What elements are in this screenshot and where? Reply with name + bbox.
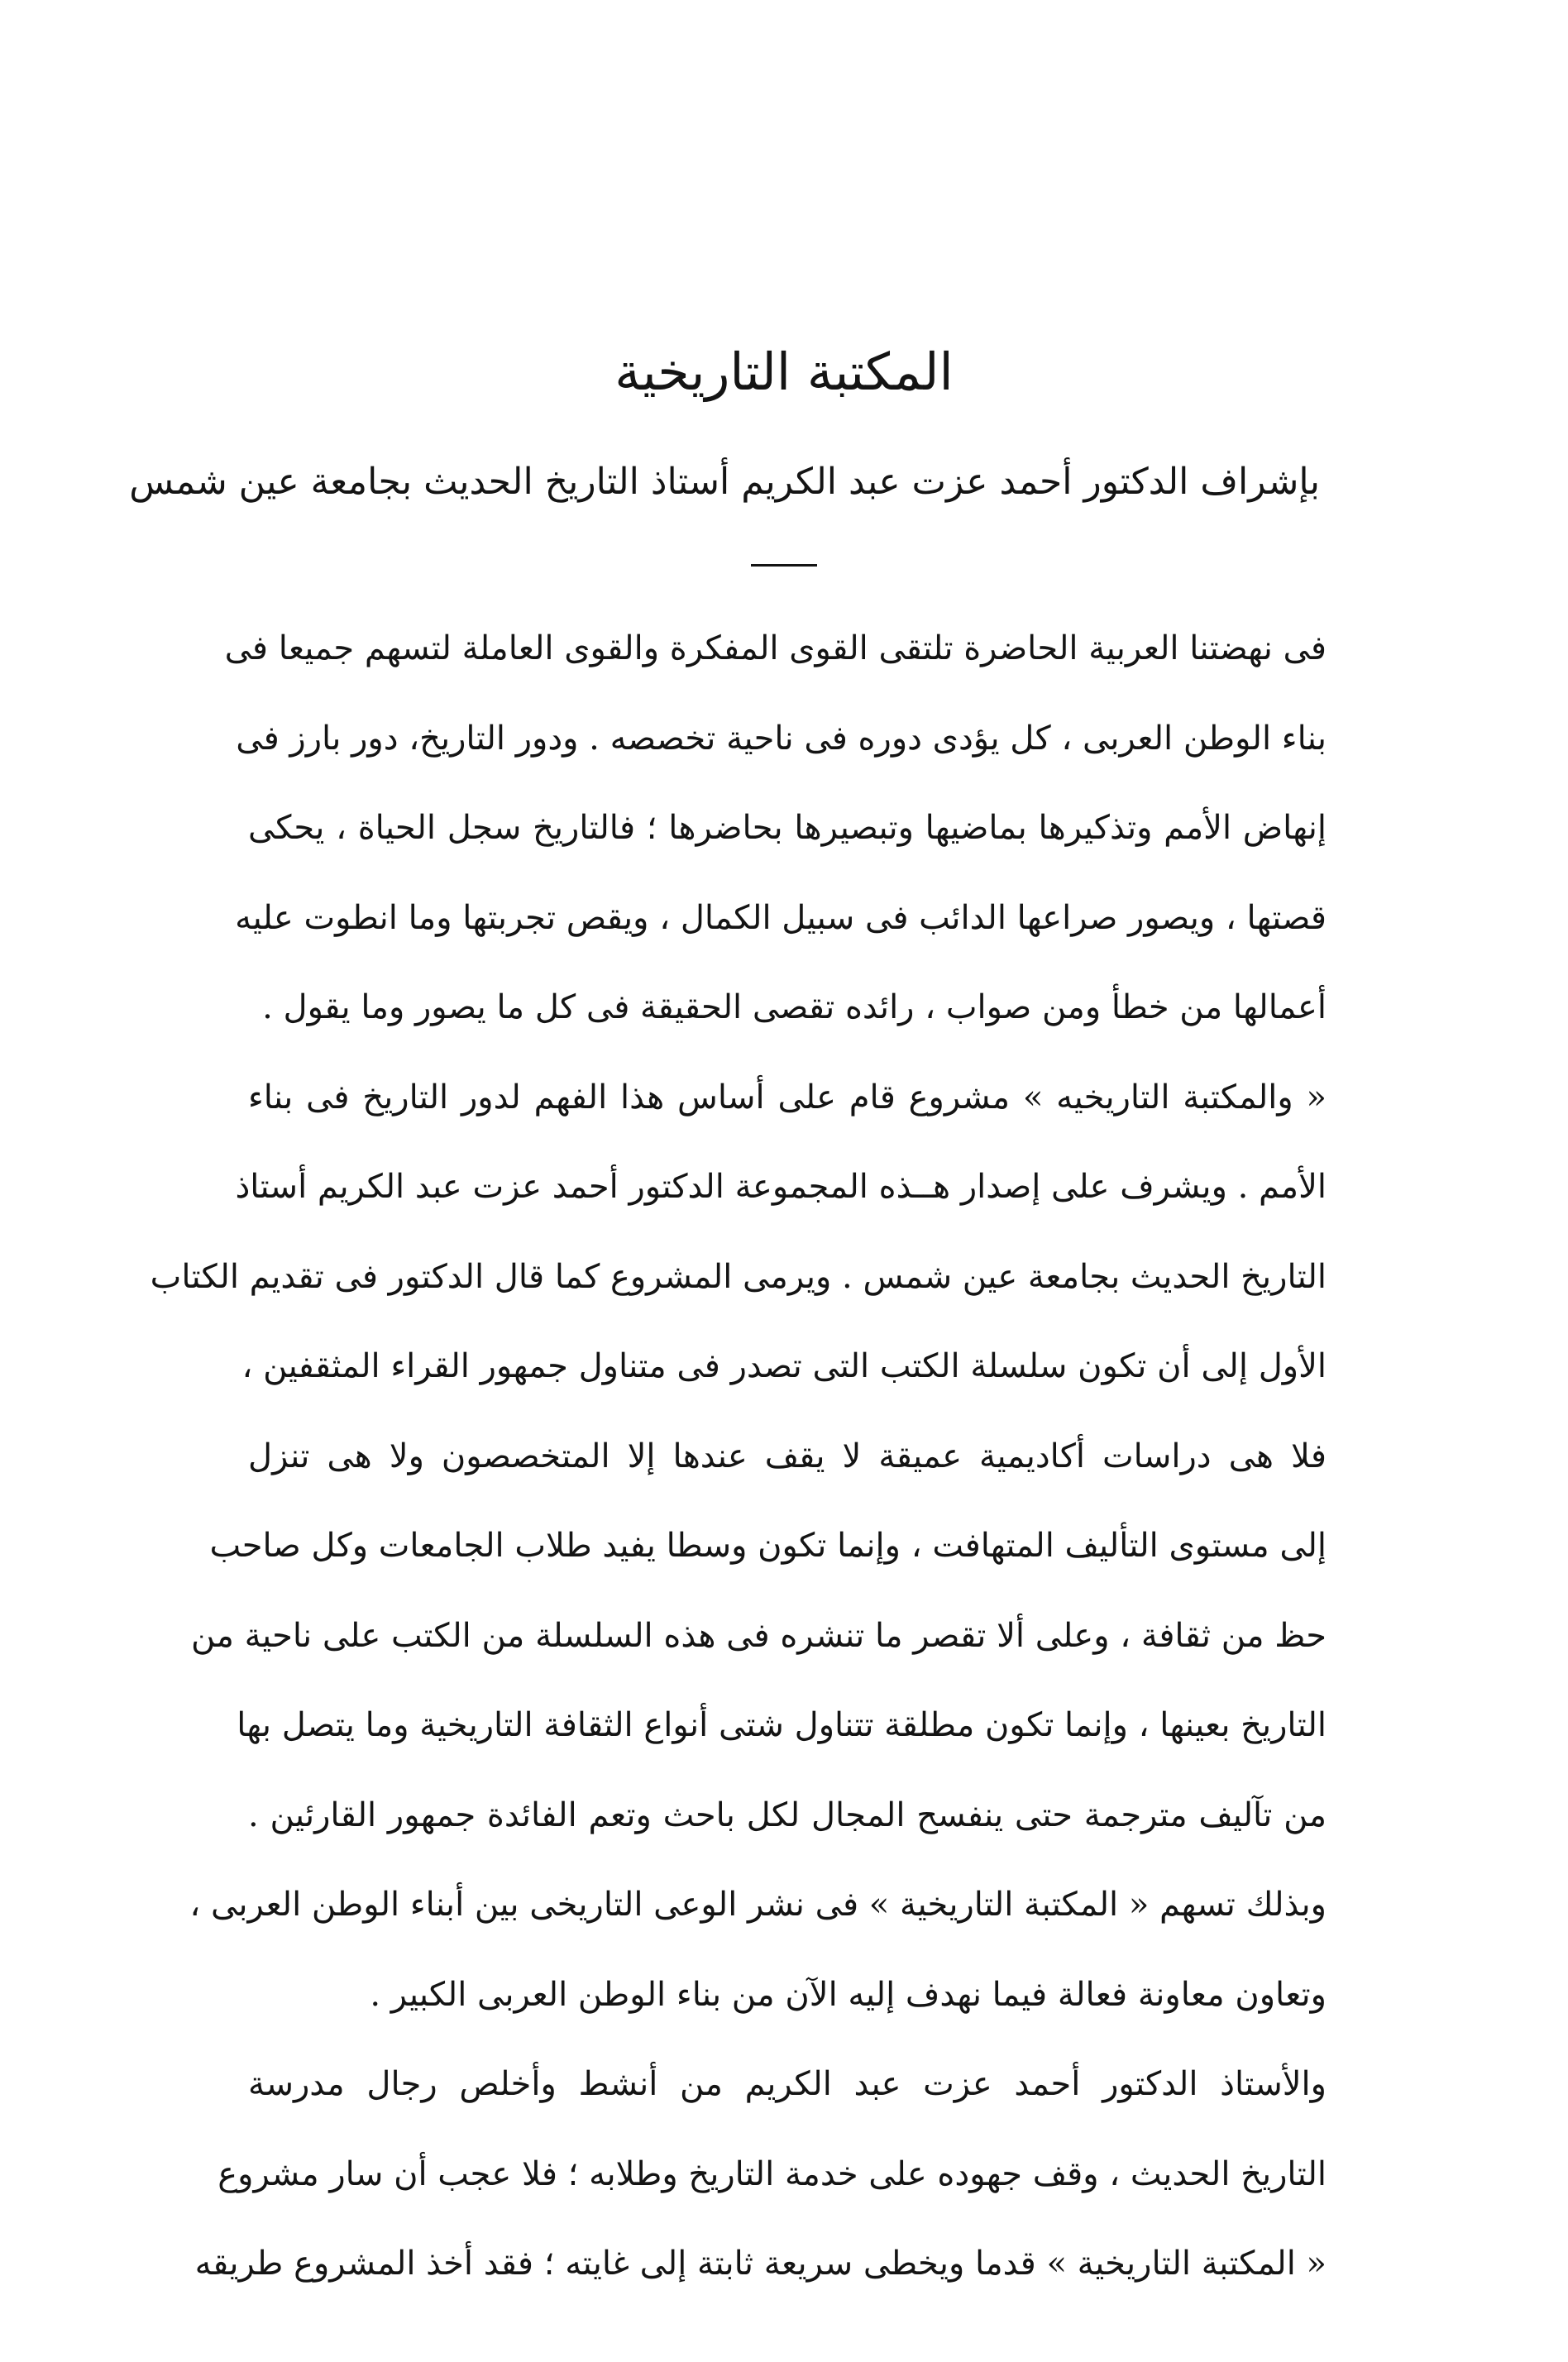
- text-line: الأمم . ويشرف على إصدار هــذه المجموعة الدكتور أحمد عزت عبد الكريم أستاذ: [235, 1168, 1327, 1206]
- text-line: التاريخ بعينها ، وإنما تكون مطلقة تتناول شتى أنواع الثقافة التاريخية وما يتصل بها: [237, 1706, 1327, 1744]
- series-title: المكتبة التاريخية: [614, 342, 954, 402]
- text-line: والأستاذ الدكتور أحمد عزت عبد الكريم من أنشط وأخلص رجال مدرسة: [248, 2065, 1327, 2103]
- text-line: قصتها ، ويصور صراعها الدائب فى سبيل الكمال ، ويقص تجربتها وما انطوت عليه: [235, 898, 1327, 937]
- text-line: وتعاون معاونة فعالة فيما نهدف إليه الآن من بناء الوطن العربى الكبير .: [370, 1975, 1327, 2014]
- text-line: بناء الوطن العربى ، كل يؤدى دوره فى ناحية تخصصه . ودور التاريخ، دور بارز فى: [236, 719, 1327, 758]
- text-line: فى نهضتنا العربية الحاضرة تلتقى القوى المفكرة والقوى العاملة لتسهم جميعا فى: [224, 629, 1327, 667]
- text-line: أعمالها من خطأ ومن صواب ، رائده تقصى الحقيقة فى كل ما يصور وما يقول .: [262, 988, 1327, 1026]
- body-text: [150, 604, 1327, 2309]
- text-line: إنهاض الأمم وتذكيرها بماضيها وتبصيرها بحاضرها ؛ فالتاريخ سجل الحياة ، يحكى: [248, 809, 1327, 847]
- text-line: « والمكتبة التاريخيه » مشروع قام على أساس هذا الفهم لدور التاريخ فى بناء: [248, 1078, 1327, 1116]
- text-line: فلا هى دراسات أكاديمية عميقة لا يقف عندها إلا المتخصصون ولا هى تنزل: [248, 1437, 1327, 1475]
- series-editor-subtitle: بإشراف الدكتور أحمد عزت عبد الكريم أستاذ التاريخ الحديث بجامعة عين شمس: [129, 461, 1320, 503]
- text-line: وبذلك تسهم « المكتبة التاريخية » فى نشر الوعى التاريخى بين أبناء الوطن العربى ،: [189, 1886, 1327, 1924]
- text-line: التاريخ الحديث ، وقف جهوده على خدمة التاريخ وطلابه ؛ فلا عجب أن سار مشروع: [218, 2154, 1327, 2193]
- text-line: « المكتبة التاريخية » قدما ويخطى سريعة ثابتة إلى غايته ؛ فقد أخذ المشروع طريقه: [194, 2245, 1327, 2283]
- text-line: من تآليف مترجمة حتى ينفسح المجال لكل باحث وتعم الفائدة جمهور القارئين .: [248, 1795, 1327, 1834]
- text-line: التاريخ الحديث بجامعة عين شمس . ويرمى المشروع كما قال الدكتور فى تقديم الكتاب: [150, 1257, 1327, 1296]
- text-line: إلى مستوى التأليف المتهافت ، وإنما تكون وسطا يفيد طلاب الجامعات وكل صاحب: [209, 1527, 1327, 1565]
- divider-rule: [751, 564, 817, 567]
- text-line: حظ من ثقافة ، وعلى ألا تقصر ما تنشره فى هذه السلسلة من الكتب على ناحية من: [191, 1616, 1327, 1655]
- text-line: الأول إلى أن تكون سلسلة الكتب التى تصدر فى متناول جمهور القراء المثقفين ،: [241, 1347, 1327, 1385]
